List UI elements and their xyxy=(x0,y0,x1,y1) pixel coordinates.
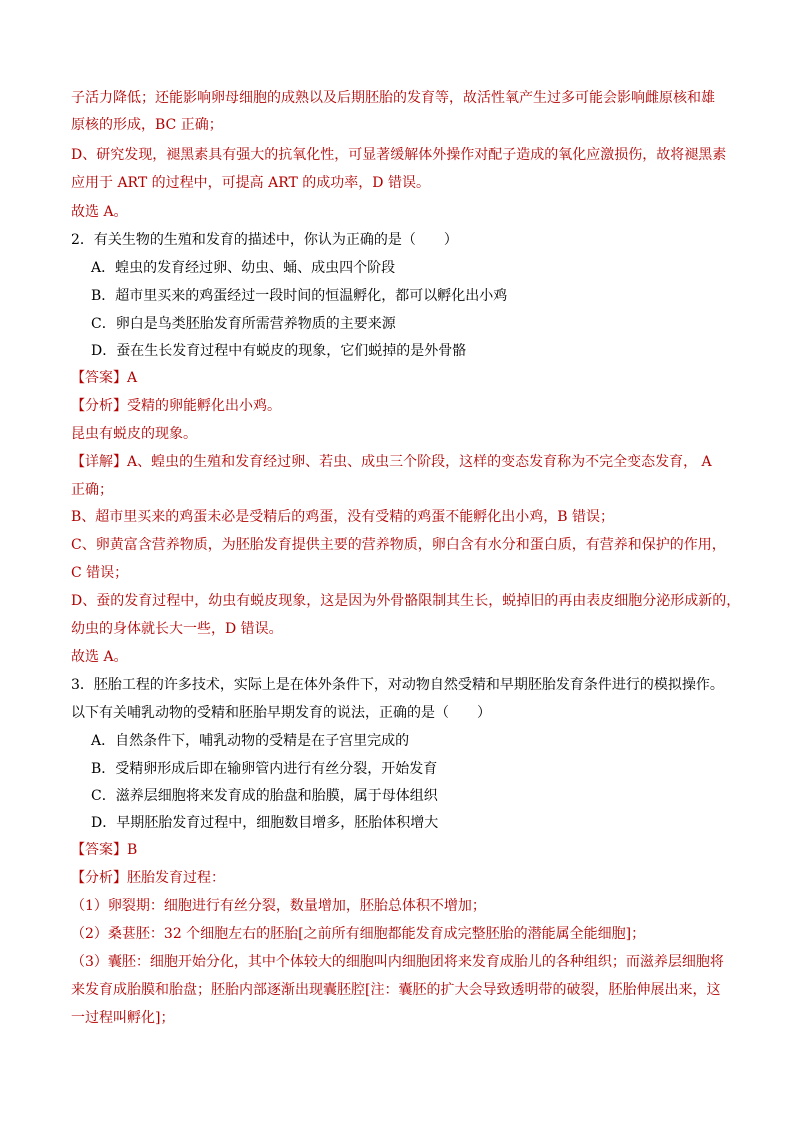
analysis-tag: 【分析】 xyxy=(71,398,127,414)
question-2-answer xyxy=(71,368,137,390)
text-line: 昆虫有蜕皮的现象。 xyxy=(71,426,197,442)
text-line: 来发育成胎膜和胎盘；胚胎内部逐渐出现囊胚腔[注：囊胚的扩大会导致透明带的破裂，胚胎伸展出来，这 xyxy=(71,982,721,998)
text-line: 正确； xyxy=(71,482,113,498)
question-3-option-a: A．自然条件下，哺乳动物的受精是在子宫里完成的 xyxy=(91,733,410,749)
question-3-stem: 以下有关哺乳动物的受精和胚胎早期发育的说法，正确的是（ ） xyxy=(71,705,491,721)
question-3-stem: 3．胚胎工程的许多技术，实际上是在体外条件下，对动物自然受精和早期胚胎发育条件进行的模拟操作。 xyxy=(71,677,724,693)
question-3-answer xyxy=(71,840,137,862)
question-2-detail xyxy=(71,452,712,474)
answer-value: B xyxy=(127,842,138,858)
answer-tag: 【答案】 xyxy=(71,370,127,386)
question-3-analysis xyxy=(71,868,225,890)
text-line: 原核的形成，BC 正确； xyxy=(71,117,223,133)
detail-tag: 【详解】 xyxy=(71,454,127,470)
question-2-option-d: D．蚕在生长发育过程中有蜕皮的现象，它们蜕掉的是外骨骼 xyxy=(91,343,467,359)
text-line: 应用于 ART 的过程中，可提高 ART 的成功率，D 错误。 xyxy=(71,175,430,191)
question-2-option-b: B．超市里买来的鸡蛋经过一段时间的恒温孵化，都可以孵化出小鸡 xyxy=(91,288,508,304)
answer-tag: 【答案】 xyxy=(71,842,127,858)
analysis-text: 胚胎发育过程： xyxy=(127,870,225,886)
text-line: 故选 A。 xyxy=(71,204,128,220)
analysis-text: 受精的卵能孵化出小鸡。 xyxy=(127,398,281,414)
question-3-option-d: D．早期胚胎发育过程中，细胞数目增多，胚胎体积增大 xyxy=(91,815,439,831)
answer-value: A xyxy=(127,370,138,386)
text-line: 子活力降低；还能影响卵母细胞的成熟以及后期胚胎的发育等，故活性氧产生过多可能会影响雌原核和雄 xyxy=(71,90,715,106)
question-2-analysis xyxy=(71,396,281,418)
question-3-option-c: C．滋养层细胞将来发育成的胎盘和胎膜，属于母体组织 xyxy=(91,788,438,804)
text-line: D、蚕的发育过程中，幼虫有蜕皮现象，这是因为外骨骼限制其生长，蜕掉旧的再由表皮细胞分泌形成新的， xyxy=(71,593,741,609)
text-line: （1）卵裂期：细胞进行有丝分裂，数量增加，胚胎总体积不增加； xyxy=(71,898,486,914)
text-line: 一过程叫孵化]； xyxy=(71,1010,175,1026)
analysis-tag: 【分析】 xyxy=(71,870,127,886)
detail-text: A、蝗虫的生殖和发育经过卵、若虫、成虫三个阶段，这样的变态发育称为不完全变态发育， A xyxy=(127,454,712,470)
text-line: B、超市里买来的鸡蛋未必是受精后的鸡蛋，没有受精的鸡蛋不能孵化出小鸡，B 错误； xyxy=(71,509,615,525)
text-line: C、卵黄富含营养物质，为胚胎发育提供主要的营养物质，卵白含有水分和蛋白质，有营养和保护的作用， xyxy=(71,537,726,553)
question-2-stem: 2．有关生物的生殖和发育的描述中，你认为正确的是（ ） xyxy=(71,232,458,248)
text-line: （3）囊胚：细胞开始分化，其中个体较大的细胞叫内细胞团将来发育成胎儿的各种组织；而滋养层细胞将 xyxy=(71,954,724,970)
text-line: D、研究发现，褪黑素具有强大的抗氧化性，可显著缓解体外操作对配子造成的氧化应激损伤，故将褪黑素 xyxy=(71,147,727,163)
text-line: 幼虫的身体就长大一些，D 错误。 xyxy=(71,621,283,637)
question-2-option-c: C．卵白是鸟类胚胎发育所需营养物质的主要来源 xyxy=(91,316,396,332)
text-line: （2）桑葚胚：32 个细胞左右的胚胎[之前所有细胞都能发育成完整胚胎的潜能属全能细胞]； xyxy=(71,926,646,942)
question-3-option-b: B．受精卵形成后即在输卵管内进行有丝分裂，开始发育 xyxy=(91,761,438,777)
text-line: 故选 A。 xyxy=(71,649,128,665)
text-line: C 错误； xyxy=(71,565,129,581)
question-2-option-a: A．蝗虫的发育经过卵、幼虫、蛹、成虫四个阶段 xyxy=(91,260,396,276)
